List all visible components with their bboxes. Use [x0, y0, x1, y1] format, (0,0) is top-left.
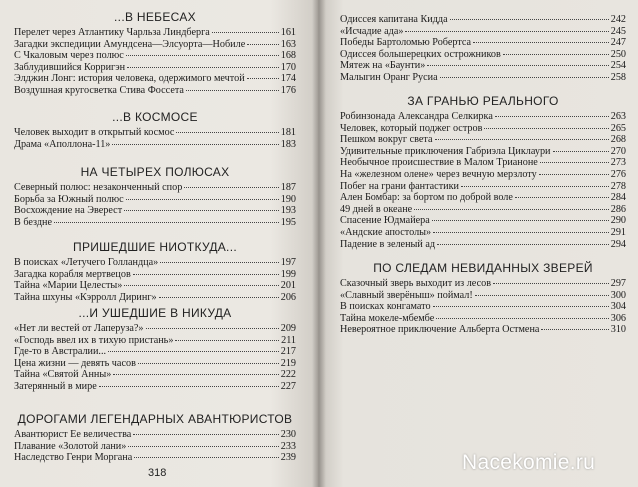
dot-leader — [159, 297, 279, 298]
entry-title: Падение в зеленый ад — [340, 238, 436, 250]
toc-entry — [14, 452, 296, 464]
entry-page-number: 304 — [610, 301, 626, 313]
toc-entry — [340, 278, 626, 290]
dot-leader — [124, 210, 279, 211]
entry-page-number: 195 — [280, 216, 296, 228]
entry-page-number: 199 — [280, 268, 296, 280]
entry-page-number: 227 — [280, 380, 296, 392]
entry-page-number: 245 — [610, 25, 626, 37]
entry-page-number: 209 — [280, 323, 296, 334]
entry-page-number: 206 — [280, 291, 296, 303]
entry-title: Одиссея большерецких острожников — [340, 48, 501, 60]
entry-title: Невероятное приключение Альберта Остмена — [340, 324, 540, 336]
entry-title: «Господь ввел их в тихую пристань» — [14, 334, 174, 346]
entry-page-number: 284 — [610, 192, 626, 204]
toc-entry — [14, 323, 296, 335]
entry-title: «Славный зверёныш» поймал! — [340, 289, 473, 301]
entry-page-number: 190 — [280, 193, 296, 205]
toc-section — [340, 261, 626, 336]
entry-title: В поисках конгамато — [340, 301, 431, 313]
entry-title: С Чкаловым через полюс — [14, 50, 124, 62]
toc-entry — [340, 239, 626, 251]
section-heading: ЗА ГРАНЬЮ РЕАЛЬНОГО — [407, 94, 559, 108]
dot-leader — [126, 199, 279, 200]
toc-entry — [340, 290, 626, 302]
toc-entry — [340, 204, 626, 216]
entry-title: В бездне — [14, 216, 53, 228]
entry-title: Борьба за Южный полюс — [14, 193, 124, 205]
dot-leader — [503, 54, 609, 55]
dot-leader — [112, 144, 278, 145]
entry-title: Побег на грани фантастики — [340, 180, 460, 192]
toc-section — [14, 165, 296, 228]
entry-page-number: 170 — [280, 61, 296, 73]
entry-title: Северный полюс: незаконченный спор — [14, 182, 183, 193]
dot-leader — [126, 55, 279, 56]
toc-entry — [14, 369, 296, 381]
toc-entry — [14, 182, 296, 194]
toc-entry — [14, 269, 296, 281]
dot-leader — [475, 295, 609, 296]
page-number: 318 — [148, 467, 167, 479]
dot-leader — [175, 340, 279, 341]
entry-page-number: 294 — [610, 238, 626, 250]
dot-leader — [495, 116, 609, 117]
section-heading: ...И УШЕДШИЕ В НИКУДА — [78, 306, 232, 320]
toc-entry — [14, 346, 296, 358]
dot-leader — [146, 328, 279, 329]
dot-leader — [186, 90, 279, 91]
entry-title: Загадка корабля мертвецов — [14, 268, 131, 280]
toc-entry — [340, 134, 626, 146]
left-page — [0, 0, 318, 487]
dot-leader — [99, 386, 279, 387]
entry-page-number: 239 — [280, 452, 296, 464]
dot-leader — [461, 186, 609, 187]
dot-leader — [247, 78, 279, 79]
entry-title: «Исчадие ада» — [340, 25, 404, 37]
entry-page-number: 286 — [610, 203, 626, 215]
toc-entry — [14, 217, 296, 229]
toc-entry — [14, 358, 296, 370]
dot-leader — [553, 151, 609, 152]
dot-leader — [433, 232, 609, 233]
entry-title: Заблудившийся Корригэн — [14, 61, 126, 73]
entry-page-number: 197 — [280, 257, 296, 268]
dot-leader — [184, 187, 278, 188]
entry-page-number: 270 — [610, 145, 626, 157]
toc-entry — [340, 227, 626, 239]
entry-page-number: 183 — [280, 138, 296, 150]
toc-entry — [14, 194, 296, 206]
dot-leader — [113, 374, 278, 375]
toc-entry — [340, 111, 626, 123]
toc-entry — [340, 72, 626, 84]
entry-page-number: 273 — [610, 157, 626, 169]
toc-entry — [340, 324, 626, 336]
entry-title: Плавание «Золотой лани» — [14, 440, 127, 452]
entry-title: В поисках «Летучего Голландца» — [14, 257, 159, 268]
entry-title: Затерянный в мире — [14, 380, 97, 392]
dot-leader — [515, 197, 609, 198]
toc-entry — [14, 27, 296, 39]
toc-entry — [340, 26, 626, 38]
dot-leader — [437, 244, 609, 245]
entry-title: Тайна мокеле-мбембе — [340, 312, 435, 324]
toc-entry — [14, 429, 296, 441]
dot-leader — [541, 329, 608, 330]
entry-title: Робинзонада Александра Селкирка — [340, 111, 493, 122]
toc-section — [14, 412, 296, 464]
toc-entry — [340, 215, 626, 227]
toc-entry — [340, 60, 626, 72]
entry-title: Тайна «Марии Целесты» — [14, 280, 123, 292]
dot-leader — [133, 434, 278, 435]
toc-entry — [14, 39, 296, 51]
section-heading: НА ЧЕТЫРЕХ ПОЛЮСАХ — [80, 165, 230, 179]
entry-page-number: 258 — [610, 71, 626, 83]
entry-title: «Нет ли вестей от Лаперуза?» — [14, 323, 144, 334]
toc-entry — [14, 205, 296, 217]
entry-page-number: 290 — [610, 215, 626, 227]
entry-page-number: 187 — [280, 182, 296, 193]
dot-leader — [127, 67, 279, 68]
entry-title: Восхождение на Эверест — [14, 205, 123, 217]
dot-leader — [484, 128, 608, 129]
dot-leader — [414, 209, 609, 210]
dot-leader — [212, 32, 279, 33]
section-heading: ...В КОСМОСЕ — [112, 110, 198, 124]
entry-title: Воздушная кругосветка Стива Фоссета — [14, 84, 184, 96]
entry-title: Загадки экспедиции Амундсена—Элсуорта—Нобиле — [14, 38, 246, 50]
entry-page-number: 193 — [280, 205, 296, 217]
right-page — [318, 0, 638, 487]
dot-leader — [436, 318, 608, 319]
entry-title: Удивительные приключения Габриэла Циклаури — [340, 145, 551, 157]
toc-entry — [14, 280, 296, 292]
dot-leader — [440, 77, 609, 78]
toc-entry — [14, 335, 296, 347]
dot-leader — [134, 457, 278, 458]
entry-page-number: 161 — [280, 27, 296, 38]
entry-title: 49 дней в океане — [340, 203, 413, 215]
dot-leader — [540, 162, 609, 163]
entry-title: Наследство Генри Моргана — [14, 452, 133, 464]
entry-page-number: 174 — [280, 73, 296, 85]
entry-page-number: 242 — [610, 14, 626, 25]
entry-page-number: 233 — [280, 440, 296, 452]
entry-page-number: 168 — [280, 50, 296, 62]
entry-title: Элджин Лонг: история человека, одержимого мечтой — [14, 73, 245, 85]
entry-page-number: 297 — [610, 278, 626, 289]
entry-title: Драма «Аполлона-11» — [14, 138, 111, 150]
toc-entry — [340, 313, 626, 325]
dot-leader — [247, 44, 279, 45]
entry-page-number: 211 — [281, 334, 296, 346]
entry-title: Малыгин Оранг Русиа — [340, 71, 438, 83]
dot-leader — [405, 31, 608, 32]
toc-section — [14, 306, 296, 393]
toc-entry — [340, 181, 626, 193]
toc-entry — [340, 192, 626, 204]
section-heading: ...В НЕБЕСАХ — [114, 10, 196, 24]
toc-entry — [14, 139, 296, 151]
entry-title: Перелет через Атлантику Чарльза Линдберга — [14, 27, 210, 38]
entry-page-number: 247 — [610, 37, 626, 49]
entry-title: Человек выходит в открытый космос — [14, 127, 175, 138]
dot-leader — [539, 174, 609, 175]
entry-title: Победы Бартоломью Робертса — [340, 37, 472, 49]
toc-section — [340, 94, 626, 250]
entry-page-number: 201 — [280, 280, 296, 292]
toc-entry — [14, 441, 296, 453]
section-heading: ДОРОГАМИ ЛЕГЕНДАРНЫХ АВАНТЮРИСТОВ — [17, 412, 293, 426]
dot-leader — [433, 306, 609, 307]
toc-entry — [14, 381, 296, 393]
entry-page-number: 181 — [280, 127, 296, 138]
dot-leader — [160, 262, 278, 263]
entry-title: Авантюрист Ее величества — [14, 429, 132, 440]
dot-leader — [427, 65, 608, 66]
book-spine-shadow — [312, 0, 326, 487]
toc-entry — [14, 73, 296, 85]
dot-leader — [493, 283, 609, 284]
toc-entry — [340, 157, 626, 169]
entry-title: Человек, который поджег остров — [340, 122, 483, 134]
entry-title: Мятеж на «Баунти» — [340, 60, 426, 72]
entry-page-number: 291 — [610, 226, 626, 238]
entry-title: Где-то в Австралии... — [14, 346, 107, 358]
toc-section — [14, 110, 296, 150]
entry-title: Ален Бомбар: за бортом по доброй воле — [340, 192, 513, 204]
dot-leader — [108, 351, 279, 352]
toc-entry — [340, 123, 626, 135]
entry-page-number: 254 — [610, 60, 626, 72]
toc-entry — [14, 257, 296, 269]
dot-leader — [124, 285, 278, 286]
entry-page-number: 306 — [610, 312, 626, 324]
entry-title: Необычное происшествие в Малом Трианоне — [340, 157, 538, 169]
entry-title: На «железном олене» через вечную мерзлоту — [340, 168, 537, 180]
entry-page-number: 265 — [610, 122, 626, 134]
dot-leader — [473, 42, 609, 43]
entry-page-number: 217 — [280, 346, 296, 358]
entry-title: Тайна шхуны «Кэрролл Диринг» — [14, 291, 157, 303]
entry-page-number: 219 — [280, 357, 296, 369]
dot-leader — [176, 132, 278, 133]
watermark: Nacekomie.ru — [462, 451, 596, 474]
dot-leader — [138, 363, 279, 364]
toc-section — [14, 10, 296, 97]
entry-title: Пешком вокруг света — [340, 134, 433, 146]
entry-page-number: 222 — [280, 369, 296, 381]
section-heading: ПРИШЕДШИЕ НИОТКУДА... — [73, 240, 237, 254]
entry-page-number: 276 — [610, 168, 626, 180]
toc-entry — [14, 292, 296, 304]
entry-page-number: 310 — [610, 324, 626, 336]
entry-page-number: 176 — [280, 84, 296, 96]
toc-entry — [340, 169, 626, 181]
toc-section — [14, 240, 296, 303]
entry-page-number: 230 — [280, 429, 296, 440]
entry-title: Спасение Юдмайера — [340, 215, 430, 227]
entry-page-number: 263 — [610, 111, 626, 122]
dot-leader — [432, 220, 609, 221]
entry-page-number: 163 — [280, 38, 296, 50]
entry-title: Одиссея капитана Кидда — [340, 14, 448, 25]
toc-entry — [340, 146, 626, 158]
toc-entry — [340, 49, 626, 61]
dot-leader — [133, 274, 279, 275]
entry-page-number: 278 — [610, 180, 626, 192]
entry-page-number: 268 — [610, 134, 626, 146]
toc-entry — [14, 127, 296, 139]
toc-entry — [340, 301, 626, 313]
entry-title: «Андские апостолы» — [340, 226, 432, 238]
dot-leader — [435, 139, 609, 140]
toc-entry — [340, 37, 626, 49]
dot-leader — [450, 19, 609, 20]
toc-section — [340, 14, 626, 84]
dot-leader — [54, 222, 279, 223]
toc-entry — [340, 14, 626, 26]
entry-page-number: 300 — [610, 289, 626, 301]
entry-title: Тайна «Святой Анны» — [14, 369, 112, 381]
entry-page-number: 250 — [610, 48, 626, 60]
section-heading: ПО СЛЕДАМ НЕВИДАННЫХ ЗВЕРЕЙ — [373, 261, 593, 275]
toc-entry — [14, 85, 296, 97]
toc-entry — [14, 62, 296, 74]
entry-title: Сказочный зверь выходит из лесов — [340, 278, 492, 289]
dot-leader — [128, 446, 278, 447]
entry-title: Цена жизни — девять часов — [14, 357, 136, 369]
toc-entry — [14, 50, 296, 62]
